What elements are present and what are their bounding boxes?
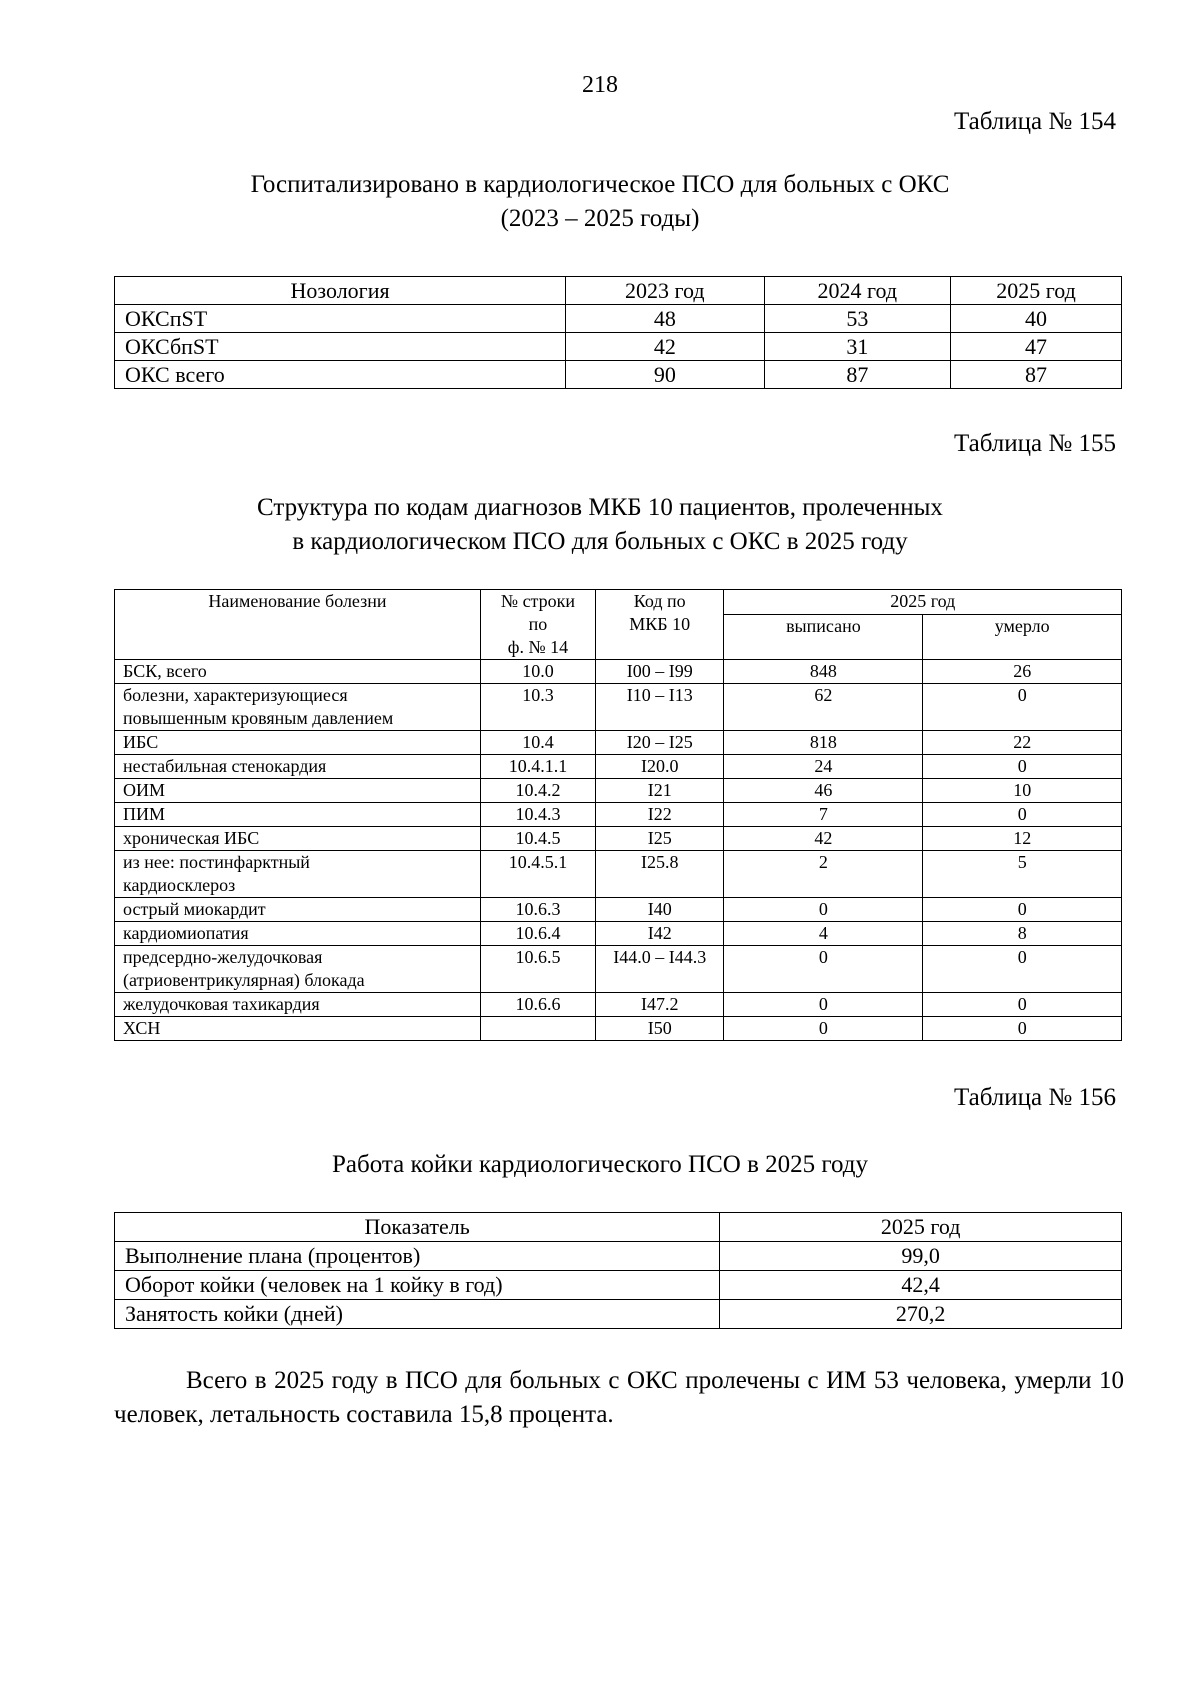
table-row	[115, 660, 1122, 684]
table-header-row	[115, 590, 1122, 615]
cell-disease-name-line2: повышенным кровяным давлением	[123, 708, 394, 728]
header-discharged: выписано	[724, 615, 923, 660]
cell-disease-name	[115, 755, 481, 779]
cell-discharged: 0	[724, 993, 923, 1017]
cell-disease-name-line1: желудочковая тахикардия	[123, 994, 320, 1014]
cell-disease-name	[115, 684, 481, 731]
cell-disease-name	[115, 779, 481, 803]
cell-row-number: 10.3	[480, 684, 595, 731]
cell-row-number: 10.4.5	[480, 827, 595, 851]
cell-icd-code: I20.0	[595, 755, 723, 779]
table-row	[115, 922, 1122, 946]
table-155-title-line1: Структура по кодам диагнозов МКБ 10 пациентов, пролеченных	[257, 494, 943, 521]
header-row-number-line3: ф. № 14	[507, 637, 569, 657]
table-154-title-line1: Госпитализировано в кардиологическое ПСО для больных с ОКС	[250, 171, 950, 198]
cell-2023: 48	[566, 305, 764, 333]
cell-disease-name-line1: ХСН	[123, 1018, 161, 1038]
header-2025: 2025 год	[951, 277, 1122, 305]
cell-row-number: 10.6.3	[480, 898, 595, 922]
cell-died: 26	[923, 660, 1122, 684]
cell-disease-name	[115, 827, 481, 851]
cell-2025: 87	[951, 361, 1122, 389]
cell-indicator: Оборот койки (человек на 1 койку в год)	[115, 1271, 720, 1300]
table-155	[114, 589, 1122, 1041]
table-row	[115, 755, 1122, 779]
cell-icd-code: I21	[595, 779, 723, 803]
cell-row-number: 10.6.6	[480, 993, 595, 1017]
header-indicator: Показатель	[115, 1213, 720, 1242]
table-row	[115, 361, 1122, 389]
cell-indicator: Занятость койки (дней)	[115, 1300, 720, 1329]
header-2024: 2024 год	[764, 277, 951, 305]
table-row	[115, 898, 1122, 922]
table-154-label: Таблица № 154	[953, 108, 1116, 135]
cell-discharged: 0	[724, 946, 923, 993]
cell-2023: 90	[566, 361, 764, 389]
cell-disease-name	[115, 851, 481, 898]
cell-disease-name-line2: (атриовентрикулярная) блокада	[123, 970, 365, 990]
cell-disease-name	[115, 898, 481, 922]
cell-row-number: 10.0	[480, 660, 595, 684]
summary-line2: умерли 10 человек, летальность составила 15,8 процента.	[114, 1367, 1125, 1428]
cell-discharged: 46	[724, 779, 923, 803]
cell-icd-code: I22	[595, 803, 723, 827]
cell-died: 10	[923, 779, 1122, 803]
cell-2025: 40	[951, 305, 1122, 333]
summary-paragraph	[114, 1364, 1124, 1432]
cell-disease-name-line1: ОИМ	[123, 780, 166, 800]
cell-icd-code: I25	[595, 827, 723, 851]
cell-row-number: 10.4.3	[480, 803, 595, 827]
cell-discharged: 848	[724, 660, 923, 684]
cell-disease-name	[115, 731, 481, 755]
cell-nosology: ОКСбпST	[115, 333, 566, 361]
table-row	[115, 1242, 1122, 1271]
table-155-label: Таблица № 155	[953, 430, 1116, 457]
table-154-title-line2: (2023 – 2025 годы)	[500, 205, 700, 232]
cell-indicator: Выполнение плана (процентов)	[115, 1242, 720, 1271]
cell-icd-code: I00 – I99	[595, 660, 723, 684]
table-row	[115, 993, 1122, 1017]
cell-row-number: 10.6.4	[480, 922, 595, 946]
cell-died: 5	[923, 851, 1122, 898]
header-row-number-line2: по	[528, 614, 548, 634]
header-icd-code-line2: МКБ 10	[629, 614, 691, 634]
table-row	[115, 1300, 1122, 1329]
cell-icd-code: I47.2	[595, 993, 723, 1017]
cell-died: 0	[923, 755, 1122, 779]
cell-died: 0	[923, 803, 1122, 827]
table-row	[115, 1017, 1122, 1041]
cell-discharged: 7	[724, 803, 923, 827]
cell-icd-code: I20 – I25	[595, 731, 723, 755]
table-row	[115, 333, 1122, 361]
cell-died: 22	[923, 731, 1122, 755]
cell-disease-name	[115, 803, 481, 827]
cell-discharged: 818	[724, 731, 923, 755]
cell-2025: 47	[951, 333, 1122, 361]
cell-died: 12	[923, 827, 1122, 851]
header-row-number-line1: № строки	[500, 591, 576, 611]
table-row	[115, 731, 1122, 755]
header-year: 2025 год	[724, 590, 1122, 615]
cell-died: 0	[923, 946, 1122, 993]
cell-icd-code: I25.8	[595, 851, 723, 898]
table-header-row	[115, 277, 1122, 305]
cell-disease-name-line1: нестабильная стенокардия	[123, 756, 327, 776]
cell-disease-name	[115, 946, 481, 993]
header-row-number	[480, 590, 595, 660]
cell-disease-name-line1: из нее: постинфарктный	[123, 852, 310, 872]
cell-discharged: 24	[724, 755, 923, 779]
table-row	[115, 827, 1122, 851]
cell-2024: 31	[764, 333, 951, 361]
cell-row-number: 10.4	[480, 731, 595, 755]
cell-disease-name-line1: болезни, характеризующиеся	[123, 685, 348, 705]
table-row	[115, 851, 1122, 898]
cell-disease-name-line1: предсердно-желудочковая	[123, 947, 323, 967]
table-row	[115, 1271, 1122, 1300]
summary-line1: Всего в 2025 году в ПСО для больных с ОКС пролечены с ИМ 53 человека,	[186, 1367, 1007, 1394]
cell-row-number: 10.4.2	[480, 779, 595, 803]
cell-icd-code: I40	[595, 898, 723, 922]
cell-2023: 42	[566, 333, 764, 361]
table-155-body	[115, 660, 1122, 1041]
cell-disease-name-line1: кардиомиопатия	[123, 923, 249, 943]
cell-disease-name	[115, 993, 481, 1017]
cell-died: 8	[923, 922, 1122, 946]
cell-discharged: 62	[724, 684, 923, 731]
cell-died: 0	[923, 684, 1122, 731]
cell-2024: 53	[764, 305, 951, 333]
cell-value: 42,4	[720, 1271, 1122, 1300]
cell-died: 0	[923, 898, 1122, 922]
cell-discharged: 2	[724, 851, 923, 898]
cell-value: 99,0	[720, 1242, 1122, 1271]
cell-discharged: 4	[724, 922, 923, 946]
cell-discharged: 42	[724, 827, 923, 851]
cell-nosology: ОКСпST	[115, 305, 566, 333]
header-2023: 2023 год	[566, 277, 764, 305]
cell-disease-name	[115, 1017, 481, 1041]
page-number: 218	[582, 72, 618, 98]
header-disease-name: Наименование болезни	[115, 590, 481, 660]
header-icd-code	[595, 590, 723, 660]
cell-disease-name-line1: острый миокардит	[123, 899, 266, 919]
header-nosology: Нозология	[115, 277, 566, 305]
table-row	[115, 305, 1122, 333]
cell-disease-name-line1: БСК, всего	[123, 661, 207, 681]
table-row	[115, 803, 1122, 827]
cell-row-number: 10.4.5.1	[480, 851, 595, 898]
table-row	[115, 684, 1122, 731]
cell-icd-code: I50	[595, 1017, 723, 1041]
header-2025: 2025 год	[720, 1213, 1122, 1242]
table-row	[115, 779, 1122, 803]
table-155-title-line2: в кардиологическом ПСО для больных с ОКС в 2025 году	[292, 528, 908, 555]
cell-2024: 87	[764, 361, 951, 389]
cell-row-number: 10.4.1.1	[480, 755, 595, 779]
table-154-title	[0, 168, 1200, 236]
cell-row-number	[480, 1017, 595, 1041]
cell-disease-name-line1: ПИМ	[123, 804, 166, 824]
cell-icd-code: I44.0 – I44.3	[595, 946, 723, 993]
cell-died: 0	[923, 993, 1122, 1017]
cell-disease-name	[115, 660, 481, 684]
cell-nosology: ОКС всего	[115, 361, 566, 389]
cell-discharged: 0	[724, 1017, 923, 1041]
cell-disease-name	[115, 922, 481, 946]
table-row	[115, 946, 1122, 993]
cell-died: 0	[923, 1017, 1122, 1041]
table-156	[114, 1212, 1122, 1329]
cell-icd-code: I10 – I13	[595, 684, 723, 731]
table-header-row	[115, 1213, 1122, 1242]
table-155-title	[0, 491, 1200, 559]
cell-icd-code: I42	[595, 922, 723, 946]
table-154	[114, 276, 1122, 389]
header-died: умерло	[923, 615, 1122, 660]
cell-disease-name-line2: кардиосклероз	[123, 875, 236, 895]
table-156-label: Таблица № 156	[953, 1084, 1116, 1111]
cell-discharged: 0	[724, 898, 923, 922]
header-icd-code-line1: Код по	[633, 591, 686, 611]
cell-value: 270,2	[720, 1300, 1122, 1329]
table-156-title: Работа койки кардиологического ПСО в 2025 году	[331, 1151, 869, 1178]
cell-disease-name-line1: хроническая ИБС	[123, 828, 260, 848]
cell-row-number: 10.6.5	[480, 946, 595, 993]
cell-disease-name-line1: ИБС	[123, 732, 159, 752]
